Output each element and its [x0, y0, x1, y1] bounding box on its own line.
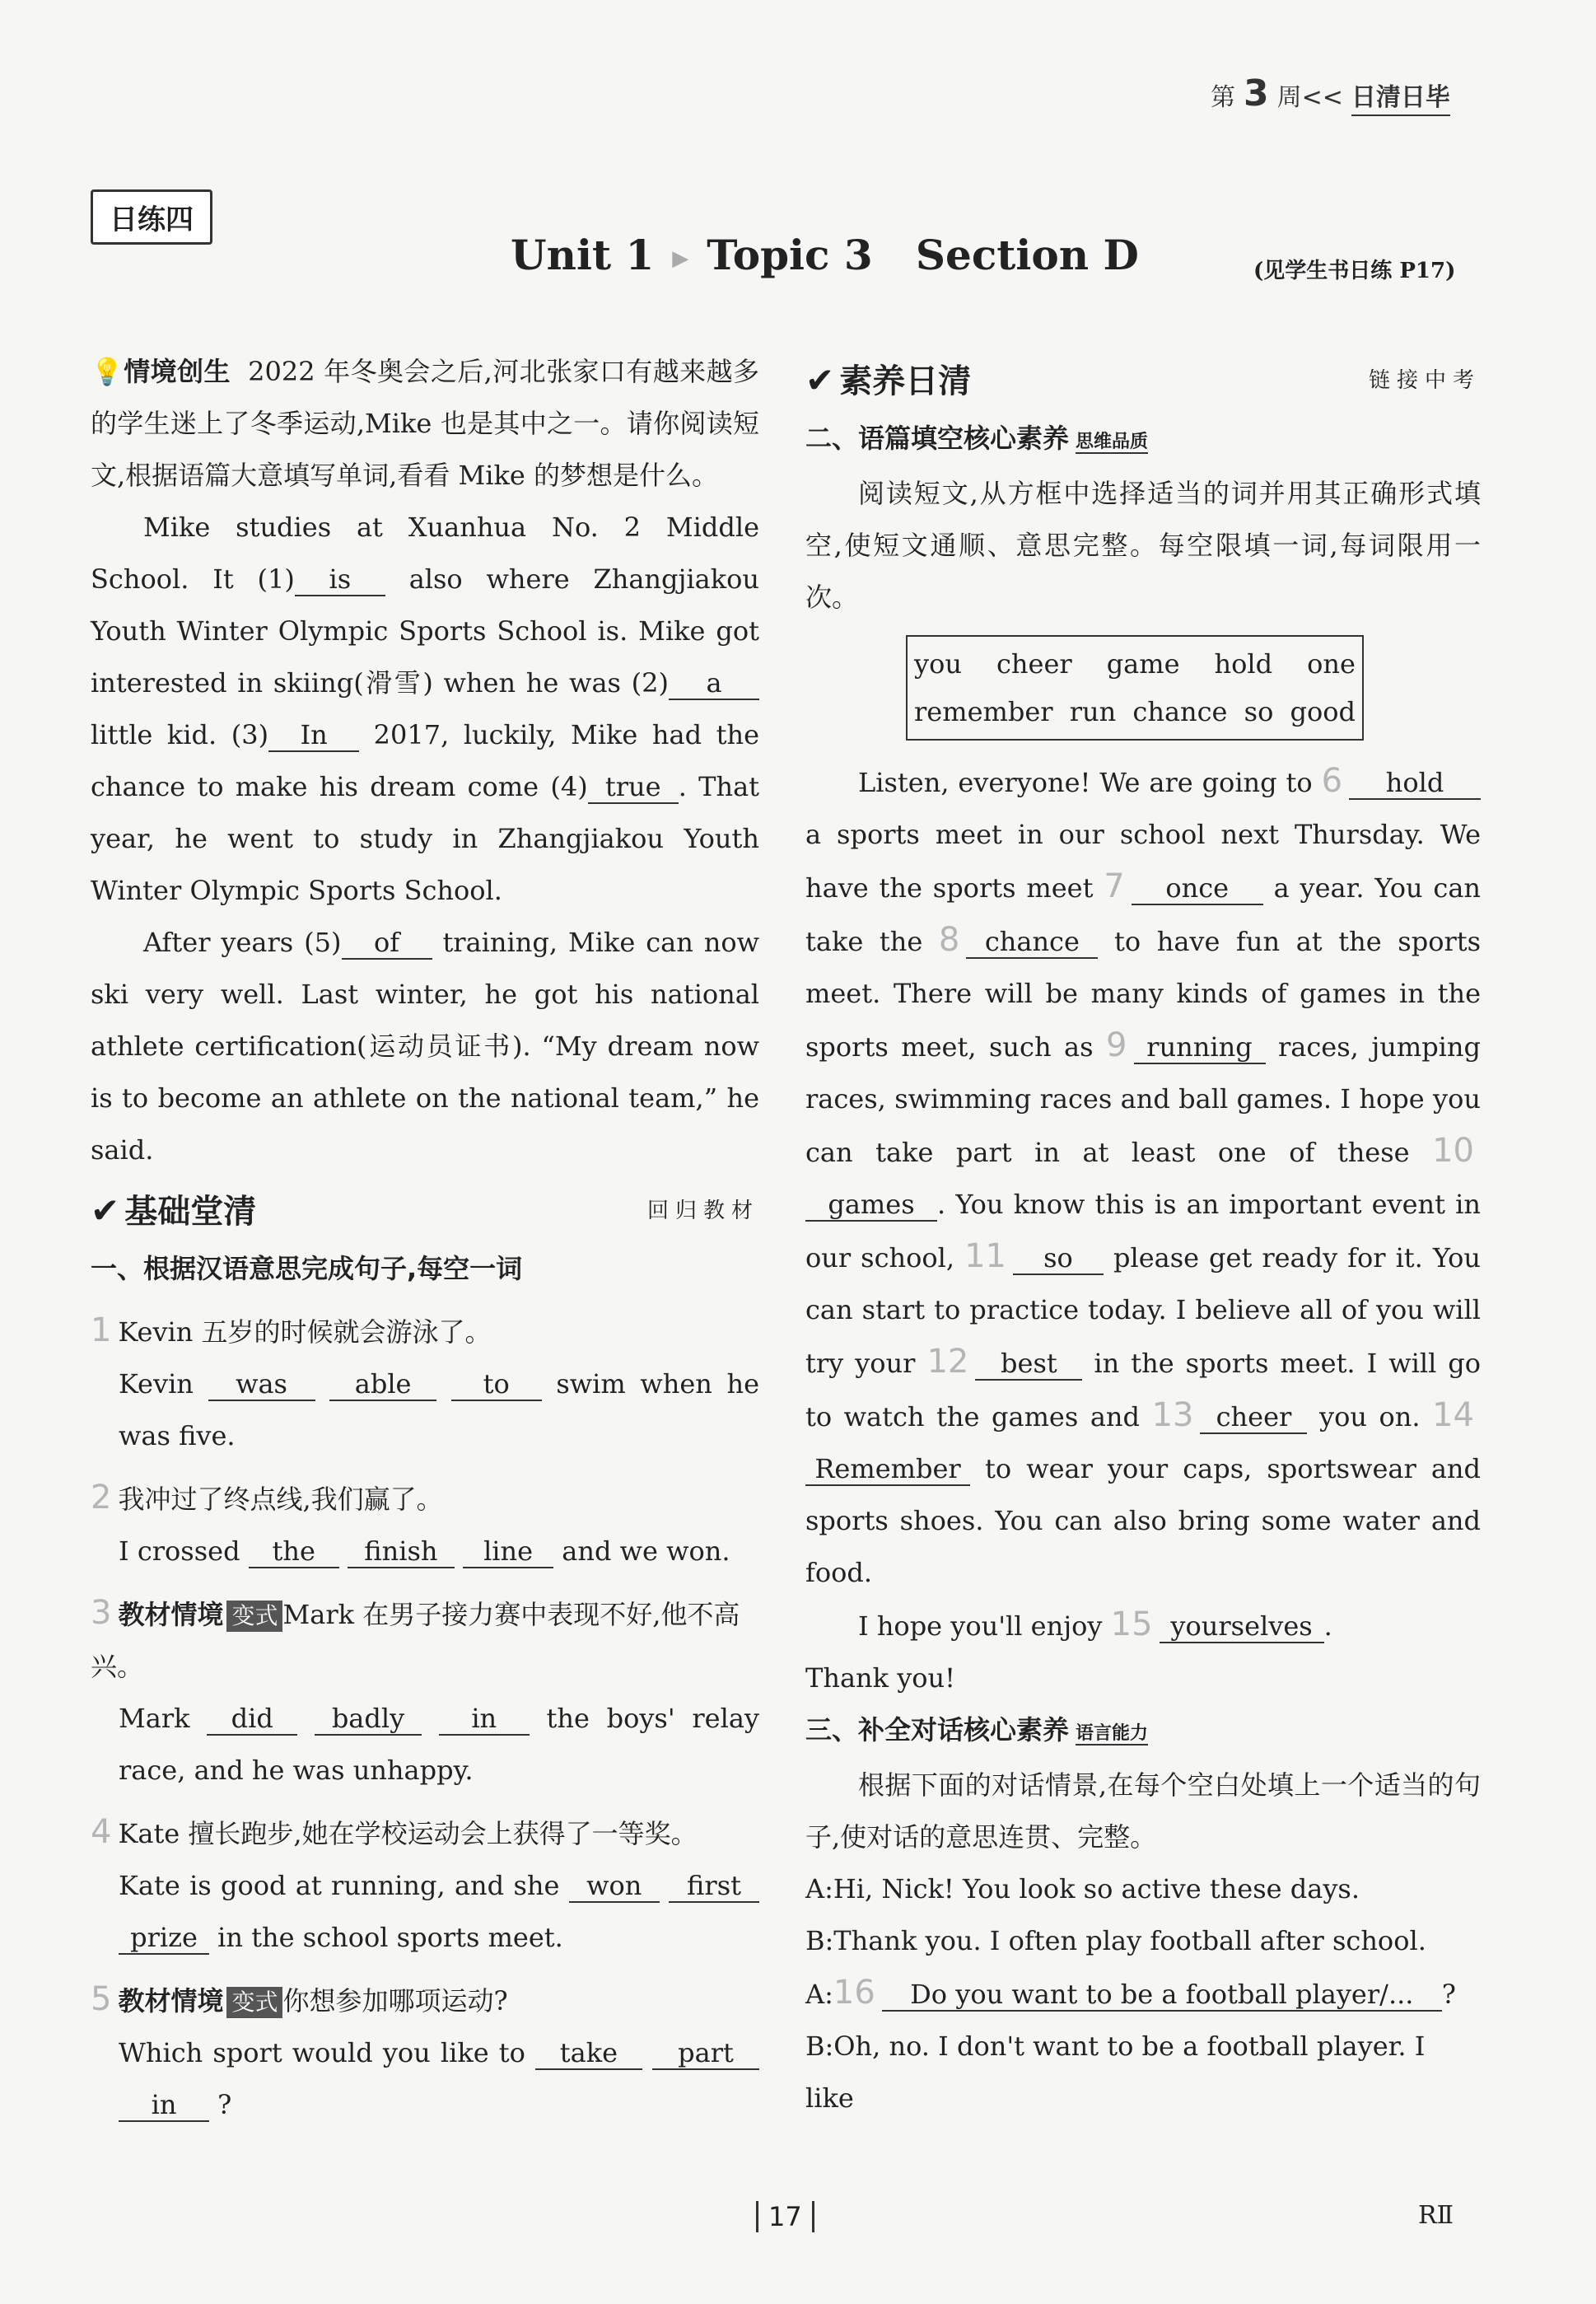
- variant-badge: 变式: [226, 1601, 282, 1632]
- student-book-ref: (见学生书日练 P17): [1253, 259, 1456, 283]
- intro: [91, 346, 759, 502]
- brand: 日清日毕: [1351, 77, 1450, 116]
- chinese-sentence: Kate 擅长跑步,她在学校运动会上获得了一等奖。: [118, 1818, 698, 1849]
- chinese-sentence: 我冲过了终点线,我们赢了。: [118, 1484, 443, 1515]
- answer-blank: true: [588, 771, 679, 804]
- cloze-tag: 思维品质: [1076, 432, 1149, 452]
- q3-chinese: [91, 1587, 759, 1693]
- edition-code: RⅡ: [1418, 2201, 1454, 2230]
- word-option: good: [1290, 696, 1356, 727]
- dialogue-line-1: A:Hi, Nick! You look so active these days.: [805, 1873, 1360, 1904]
- cloze-subheading-text: 二、语篇填空核心素养: [805, 423, 1070, 454]
- passage-text: 2017, luckily, Mike had the chance to make his dream come (4): [91, 719, 760, 802]
- dialogue-line-3: [805, 1967, 1481, 2021]
- dialogue-instructions: 根据下面的对话情景,在每个空白处填上一个适当的句子,使对话的意思连贯、完整。: [805, 1769, 1481, 1853]
- variant-badge: 变式: [226, 1987, 282, 2018]
- passage-text: training, Mike can now ski very well. Last winter, he got his national athlete certification(运动员证书). “My dream now is to become an athlete on the national team,” he said.: [91, 927, 760, 1166]
- section-label: Section D: [915, 231, 1139, 279]
- page-number: 17: [756, 2201, 814, 2232]
- passage-text: . You know this is an important event in our school,: [805, 1189, 1481, 1274]
- answer-blank: hold: [1349, 767, 1481, 800]
- topic-label: Topic 3: [707, 231, 873, 279]
- answer-blank: able: [329, 1368, 436, 1401]
- sentence-text: the boys' relay race, and he was unhappy.: [119, 1703, 760, 1786]
- q5-english: [91, 2027, 759, 2131]
- intro-text: 2022 年冬奥会之后,河北张家口有越来越多的学生迷上了冬季运动,Mike 也是其中之一。请你阅读短文,根据语篇大意填写单词,看看 Mike 的梦想是什么。: [91, 356, 759, 491]
- week-header: [1211, 72, 1450, 116]
- week-suffix: 周<<: [1276, 83, 1343, 112]
- q3-english: [91, 1693, 759, 1797]
- answer-blank: so: [1013, 1242, 1104, 1275]
- cloze-passage: [805, 755, 1481, 1599]
- answer-blank: running: [1134, 1031, 1266, 1064]
- passage-text: little kid. (3): [91, 719, 269, 750]
- dialogue-subheading-text: 三、补全对话核心素养: [805, 1714, 1070, 1746]
- word-option: cheer: [996, 648, 1072, 680]
- passage-text: to wear your caps, sportswear and sports shoes. You can also bring some water and food.: [805, 1453, 1482, 1588]
- triangle-icon: ▶: [672, 246, 689, 271]
- passage1-para1: [91, 502, 759, 917]
- passage1-para2: [91, 917, 759, 1176]
- answer-blank: Do you want to be a football player/...: [882, 1979, 1442, 2012]
- dialogue-line-4: B:Oh, no. I don't want to be a football player. I like: [805, 2031, 1426, 2114]
- answer-blank: first: [669, 1870, 759, 1903]
- answer-blank: won: [569, 1870, 660, 1903]
- basic-section-title: [91, 1185, 256, 1238]
- question-number: 11: [964, 1237, 1006, 1275]
- sentence-text: Mark: [119, 1703, 190, 1734]
- answer-blank: take: [535, 2037, 642, 2070]
- sentence-text: ?: [1441, 1979, 1456, 2010]
- passage-text: .: [1323, 1610, 1332, 1642]
- dialogue-tag: 语言能力: [1076, 1723, 1149, 1744]
- basic-subheading: 一、根据汉语意思完成句子,每空一词: [91, 1253, 523, 1284]
- passage-text: . That year, he went to study in Zhangjiakou Youth Winter Olympic Sports School.: [91, 771, 760, 906]
- sentence-text: Kate is good at running, and she: [119, 1870, 560, 1901]
- word-option: run: [1069, 696, 1117, 727]
- question-number: 10: [1432, 1132, 1474, 1170]
- check-icon: ✔: [805, 360, 835, 400]
- passage-text: After years (5): [143, 927, 342, 958]
- week-number: 3: [1244, 72, 1269, 114]
- answer-blank: in: [439, 1703, 530, 1736]
- unit-label: Unit 1: [511, 231, 655, 279]
- word-option: you: [914, 648, 962, 680]
- q2-chinese: [91, 1472, 759, 1526]
- variant-label: 教材情境: [118, 1985, 224, 2017]
- question-number: 3: [91, 1594, 112, 1632]
- passage-text: also where Zhangjiakou Youth Winter Olympic Sports School is. Mike got interested in skiing(滑雪) when he was (2): [91, 563, 760, 699]
- right-column: [805, 346, 1481, 2124]
- variant-label: 教材情境: [118, 1599, 224, 1630]
- sentence-text: ?: [217, 2089, 232, 2120]
- week-prefix: 第: [1211, 83, 1235, 112]
- answer-blank: once: [1132, 872, 1263, 905]
- sentence-text: and we won.: [562, 1535, 730, 1567]
- question-number: 16: [833, 1974, 875, 2012]
- chinese-sentence: Kevin 五岁的时候就会游泳了。: [118, 1316, 492, 1348]
- word-row-2: [914, 688, 1356, 736]
- question-number: 9: [1106, 1026, 1127, 1064]
- q5-chinese: [91, 1974, 759, 2027]
- answer-blank: prize: [119, 1922, 209, 1955]
- basic-title-text: 基础堂清: [124, 1193, 257, 1231]
- question-number: 14: [1432, 1396, 1475, 1434]
- question-number: 5: [91, 1980, 112, 2018]
- intro-label: 情境创生: [124, 356, 231, 387]
- answer-blank: part: [652, 2037, 759, 2070]
- left-column: [91, 346, 759, 2131]
- passage-text: please get ready for it. You can start to practice today. I believe all of you will try your: [805, 1242, 1482, 1379]
- sentence-text: Kevin: [119, 1368, 194, 1400]
- answer-blank: best: [975, 1348, 1082, 1381]
- question-number: 1: [91, 1311, 112, 1349]
- sentence-text: Which sport would you like to: [119, 2037, 525, 2068]
- passage-text: Mike studies at Xuanhua No. 2 Middle School. It (1): [91, 512, 759, 595]
- answer-blank: In: [268, 719, 359, 752]
- answer-blank: chance: [966, 926, 1098, 959]
- question-number: 13: [1151, 1396, 1194, 1434]
- cloze-instructions: 阅读短文,从方框中选择适当的词并用其正确形式填空,使短文通顺、意思完整。每空限填一词,每词限用一次。: [805, 478, 1481, 613]
- quality-section-title: [805, 354, 971, 408]
- chinese-sentence: 你想参加哪项运动?: [282, 1985, 508, 2017]
- word-option: remember: [914, 696, 1053, 727]
- answer-blank: finish: [348, 1535, 455, 1568]
- answer-blank: did: [207, 1703, 297, 1736]
- quality-title-text: 素养日清: [839, 362, 972, 400]
- daily-practice-tag: 日练四: [91, 189, 212, 245]
- sentence-text: in the school sports meet.: [217, 1922, 563, 1953]
- answer-blank: yourselves: [1160, 1610, 1324, 1643]
- answer-blank: badly: [315, 1703, 422, 1736]
- answer-blank: was: [208, 1368, 315, 1401]
- q4-chinese: [91, 1806, 759, 1860]
- passage-text: in the sports meet. I will go to watch the games and: [805, 1348, 1482, 1432]
- passage-text: a sports meet in our school next Thursday. We have the sports meet: [805, 819, 1481, 904]
- question-number: 12: [926, 1343, 969, 1381]
- unit-title: [511, 231, 1139, 279]
- bulb-icon: 💡: [91, 356, 124, 387]
- answer-blank: a: [669, 667, 759, 700]
- passage-text: Listen, everyone! We are going to: [858, 767, 1313, 798]
- q1-english: [91, 1358, 759, 1462]
- q4-english: [91, 1860, 759, 1964]
- check-icon: ✔: [91, 1190, 120, 1231]
- speaker-label: A:: [805, 1979, 833, 2010]
- passage-text: races, jumping races, swimming races and ball games. I hope you can take part in at least one of these: [805, 1031, 1482, 1168]
- sentence-text: swim when he was five.: [119, 1368, 760, 1451]
- word-box: [906, 635, 1364, 741]
- answer-blank: the: [249, 1535, 339, 1568]
- answer-blank: games: [805, 1189, 937, 1222]
- answer-blank: to: [451, 1368, 542, 1401]
- word-option: game: [1106, 648, 1180, 680]
- question-number: 2: [91, 1479, 112, 1517]
- answer-blank: line: [463, 1535, 553, 1568]
- answer-blank: of: [342, 927, 432, 960]
- passage-text: a year. You can take the: [805, 872, 1482, 957]
- question-number: 4: [91, 1813, 112, 1851]
- q2-english: [91, 1526, 759, 1577]
- passage-text: to have fun at the sports meet. There will be many kinds of games in the sports meet, such as: [805, 926, 1482, 1063]
- word-option: so: [1244, 696, 1274, 727]
- answer-blank: cheer: [1200, 1401, 1307, 1434]
- quality-section-right: 链接中考: [1368, 368, 1481, 393]
- question-number: 7: [1104, 867, 1125, 905]
- question-number: 8: [938, 921, 960, 959]
- cloze-closing: [805, 1599, 1481, 1652]
- cloze-thanks: Thank you!: [805, 1662, 956, 1694]
- word-row-1: [914, 640, 1356, 688]
- answer-blank: Remember: [805, 1453, 970, 1486]
- sentence-text: I crossed: [119, 1535, 240, 1567]
- chinese-sentence: Mark 在男子接力赛中表现不好,他不高兴。: [91, 1599, 740, 1682]
- answer-blank: is: [295, 563, 385, 596]
- answer-blank: in: [119, 2089, 209, 2122]
- cloze-subheading: [805, 413, 1481, 468]
- q1-chinese: [91, 1305, 759, 1358]
- passage-text: you on.: [1319, 1401, 1421, 1432]
- basic-section-right: 回归教材: [646, 1199, 759, 1223]
- dialogue-subheading: [805, 1704, 1481, 1760]
- question-number: 15: [1110, 1605, 1153, 1643]
- word-option: chance: [1132, 696, 1228, 727]
- quality-section-header: [805, 354, 1481, 408]
- word-option: hold: [1214, 648, 1273, 680]
- word-option: one: [1307, 648, 1356, 680]
- basic-section-header: [91, 1185, 759, 1238]
- passage-text: I hope you'll enjoy: [858, 1610, 1103, 1642]
- question-number: 6: [1321, 762, 1343, 800]
- dialogue-line-2: B:Thank you. I often play football after school.: [805, 1925, 1426, 1956]
